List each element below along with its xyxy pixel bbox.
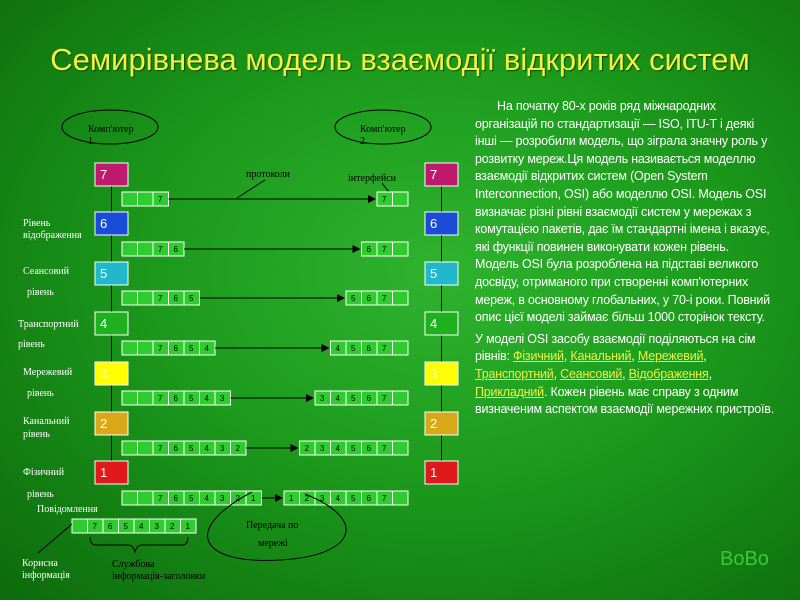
level-label-session: Сеансовий [23,266,70,277]
header-cell-label: 5 [351,444,356,453]
header-cell-label: 4 [204,444,209,453]
level-label-network: Мережевий [23,367,73,378]
header-cell-label: 4 [204,394,209,403]
link-datalink[interactable]: Канальний [570,349,632,364]
layers-paragraph-start: У моделі OSI засобу взаємодії поділяються на сім рівнів: [475,331,756,364]
header-cell-label: 7 [382,394,387,403]
right-layer-number: 3 [430,366,438,381]
header-cell-empty [138,242,154,256]
layers-paragraph: У моделі OSI засобу взаємодії поділяються на сім рівнів: Фізичний, Канальний, Мережевий, Транспортний, Сеансовий, Відображення, Прикладний. Кожен рівень має справу з одним визначеним аспектом взаємодії мережних пристроїв. [475,331,774,417]
header-cell-empty [122,441,138,455]
header-cell-label: 5 [351,344,356,353]
header-cell-label: 4 [335,494,340,503]
header-cell-label: 7 [382,344,387,353]
left-layer-number: 6 [100,216,108,231]
header-cell-empty [138,491,154,505]
level-label-transport: Транспортний [18,319,79,330]
header-cell-label: 7 [382,294,387,303]
computer2-label: Комп'ютер [360,124,406,135]
header-cell-label: 7 [382,494,387,503]
level-label-presentation-2: відображення [23,230,82,241]
layers-paragraph-end: Кожен рівень має справу з одним визначеним аспектом взаємодії мережних пристроїв. [475,384,774,417]
message-cell-empty [72,519,88,533]
header-cell-label: 7 [158,195,163,204]
right-layer-number: 6 [430,216,438,231]
level-label-session-2: рівень [27,287,54,298]
header-cell-label: 7 [382,195,387,204]
link-presentation[interactable]: Відображення [628,366,709,381]
header-cell-label: 5 [351,494,356,503]
left-layer-number: 4 [100,316,108,331]
message-cell-label: 2 [170,522,175,531]
service-info-label-2: інформація-заголовки [112,571,206,582]
service-brace [90,537,188,552]
header-cell-label: 5 [189,444,194,453]
interfaces-label: інтерфейси [348,173,396,184]
header-cell-empty [138,441,154,455]
header-cell-label: 6 [173,294,178,303]
header-cell-label: 3 [220,494,225,503]
header-cell-label: 6 [173,444,178,453]
left-layer-number: 3 [100,366,108,381]
computer2-number: 2 [360,136,365,147]
useful-pointer [38,524,72,553]
header-cell-label: 4 [204,494,209,503]
header-cell-label: 2 [304,494,309,503]
level-label-physical: Фізичний [23,467,65,478]
right-layer-number: 7 [430,167,438,182]
header-cell-label: 7 [158,444,163,453]
header-cell-label: 6 [173,344,178,353]
useful-info-label: Корисна [22,558,58,569]
message-cell-label: 3 [154,522,159,531]
header-cell-label: 2 [235,494,240,503]
useful-info-label-2: інформація [22,570,70,581]
header-cell-label: 4 [204,344,209,353]
header-cell-label: 1 [251,494,256,503]
header-cell-label: 6 [366,444,371,453]
header-cell-label: 6 [366,494,371,503]
computer1-label: Комп'ютер [88,124,134,135]
header-cell-label: 4 [335,444,340,453]
header-cell-label: 7 [158,494,163,503]
header-cell-label: 6 [366,245,371,254]
header-cell-label: 5 [189,344,194,353]
message-cell-label: 7 [92,522,97,531]
level-label-datalink-2: рівень [23,429,50,440]
header-cell-empty [393,491,409,505]
message-label: Повідомлення [37,504,98,515]
intro-paragraph: На початку 80-х років ряд міжнародних організацій по стандартизації — ISO, ITU-T і деякі інші — розробили модель, що зіграла значну роль у розвитку мереж.Ця модель називається моделлю взаємодії відкритих систем (Open System Interconnection, OSI) або моделлю OSI. Модель OSI визначає різні рівні взаємодії систем у мережах з комутацією пакетів, дає їм стандартні імена і вказує, які функції повинен виконувати кожен рівень. Модель OSI була розроблена на підставі великого досвіду, отриманого при створенні комп'ютерних мереж, в основному глобальних, у 70-і роки. Повний опис цієї моделі займає більш 1000 сторінок тексту. [475,99,770,325]
watermark: BoBo [720,548,769,570]
header-cell-label: 7 [158,245,163,254]
left-layer-number: 1 [100,465,108,480]
header-cell-empty [393,242,409,256]
header-cell-empty [122,391,138,405]
header-cell-label: 3 [320,444,325,453]
level-label-presentation: Рівень [23,218,51,229]
header-cell-label: 4 [335,344,340,353]
header-cell-label: 3 [220,394,225,403]
description-text [475,98,775,423]
message-cell-label: 4 [139,522,144,531]
header-cell-label: 7 [382,444,387,453]
page-title: Семирівнева модель взаємодії відкритих систем [50,42,750,77]
header-cell-label: 5 [189,394,194,403]
header-cell-empty [138,391,154,405]
header-cell-empty [393,341,409,355]
header-cell-label: 6 [173,494,178,503]
header-cell-label: 6 [366,394,371,403]
transfer-label: Передача по [246,520,299,531]
header-cell-label: 4 [335,394,340,403]
transfer-label-2: мережі [258,538,288,549]
header-cell-label: 5 [351,294,356,303]
header-cell-empty [122,491,138,505]
left-layer-number: 7 [100,167,108,182]
computer1-number: 1 [88,136,93,147]
header-cell-label: 2 [235,444,240,453]
link-application[interactable]: Прикладний [475,384,544,399]
level-label-network-2: рівень [27,388,54,399]
header-cell-empty [122,291,138,305]
message-cell-label: 6 [108,522,113,531]
protocols-pointer [237,180,265,198]
header-cell-empty [138,192,154,206]
header-cell-empty [122,242,138,256]
header-cell-label: 7 [158,394,163,403]
header-cell-label: 1 [289,494,294,503]
message-cell-label: 5 [123,522,128,531]
header-cell-label: 6 [366,294,371,303]
header-cell-empty [393,192,409,206]
header-cell-label: 6 [173,394,178,403]
header-cell-label: 6 [366,344,371,353]
service-info-label: Службова [112,559,155,570]
protocols-label: протоколи [246,169,291,180]
level-label-physical-2: рівень [27,489,54,500]
right-layer-number: 4 [430,316,438,331]
level-label-datalink: Канальний [23,416,70,427]
layers-group [95,163,458,484]
right-layer-number: 2 [430,416,438,431]
header-cell-label: 5 [189,294,194,303]
left-layer-number: 5 [100,266,108,281]
link-physical[interactable]: Фізичний [513,349,564,364]
header-cell-empty [393,391,409,405]
header-cell-empty [393,291,409,305]
header-cell-label: 7 [382,245,387,254]
level-label-transport-2: рівень [18,339,45,350]
header-cell-empty [138,291,154,305]
header-cell-label: 5 [351,394,356,403]
header-cell-empty [138,341,154,355]
header-cell-empty [122,341,138,355]
link-transport[interactable]: Транспортний [475,366,554,381]
header-cell-label: 5 [189,494,194,503]
header-cell-label: 3 [320,394,325,403]
link-network[interactable]: Мережевий [637,349,704,364]
header-cell-label: 2 [304,444,309,453]
link-session[interactable]: Сеансовий [560,366,623,381]
left-layer-number: 2 [100,416,108,431]
header-cell-empty [122,192,138,206]
right-layer-number: 5 [430,266,438,281]
header-cell-label: 3 [220,444,225,453]
header-cell-label: 3 [320,494,325,503]
header-cell-label: 7 [158,294,163,303]
right-layer-number: 1 [430,465,438,480]
header-cell-label: 6 [173,245,178,254]
header-cell-empty [393,441,409,455]
header-cell-label: 7 [158,344,163,353]
message-cell-label: 1 [185,522,190,531]
